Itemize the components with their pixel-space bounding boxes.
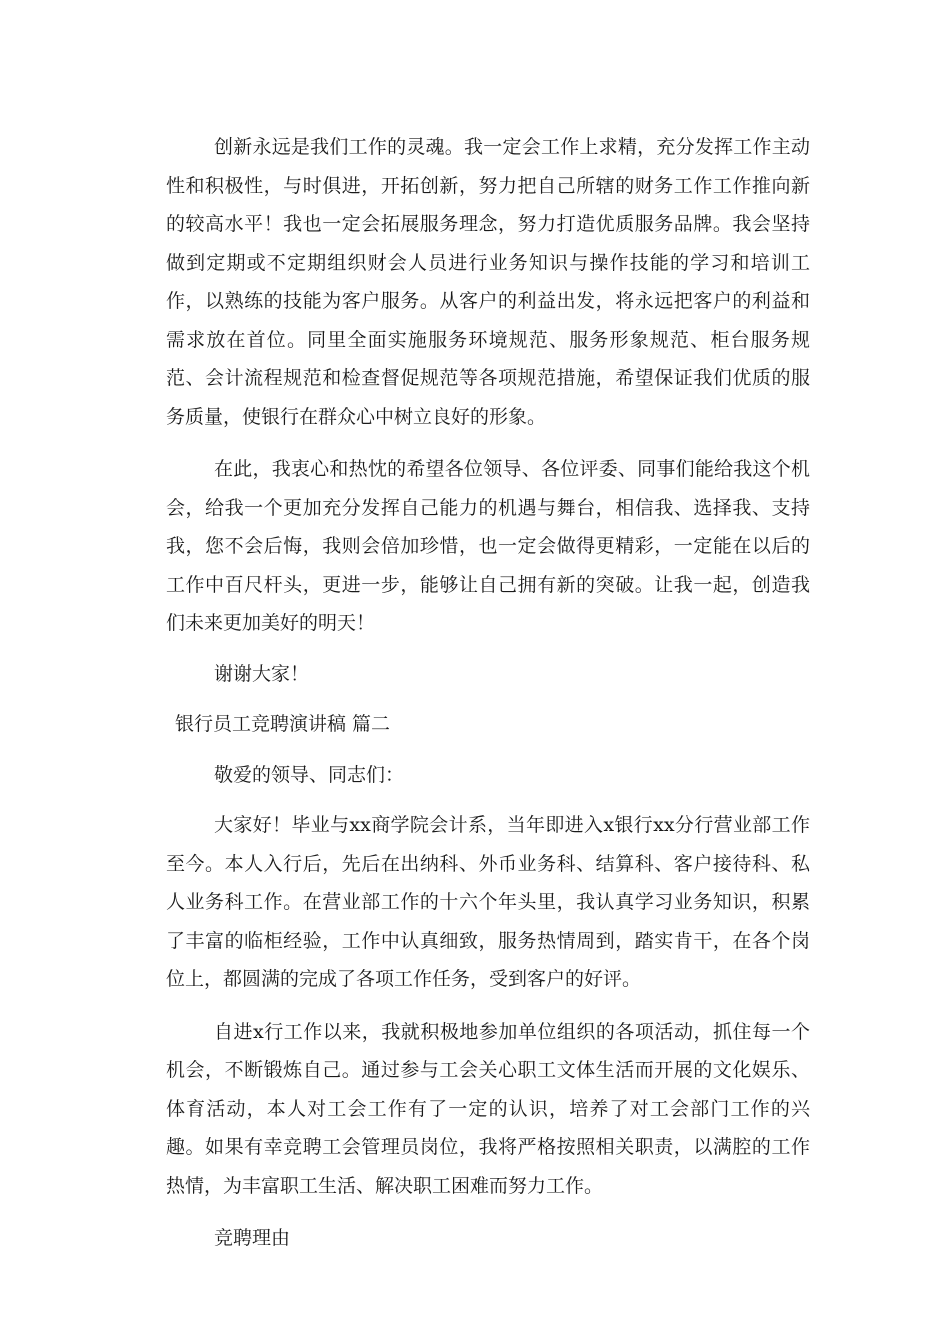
document-body xyxy=(166,128,810,1258)
salutation: 敬爱的领导、同志们： xyxy=(214,763,405,786)
paragraph-activities: 自进x行工作以来，我就积极地参加单位组织的各项活动，抓住每一个机会，不断锻炼自己。通过参与工会关心职工文体生活而开展的文化娱乐、体育活动，本人对工会工作有了一定的认识，培养了对工会部门工作的兴趣。如果有幸竞聘工会管理员岗位，我将严格按照相关职责，以满腔的工作热情，为丰富职工生活、解决职工困难而努力工作。 xyxy=(166,1020,810,1197)
section-heading: 银行员工竞聘演讲稿 篇二 xyxy=(175,713,391,735)
subheading-reasons: 竞聘理由 xyxy=(214,1227,291,1249)
paragraph-closing-hope: 在此，我衷心和热忱的希望各位领导、各位评委、同事们能给我这个机会，给我一个更加充分发挥自己能力的机遇与舞台，相信我、选择我、支持我，您不会后悔，我则会倍加珍惜，也一定会做得更精彩，一定能在以后的工作中百尺杆头，更进一步，能够让自己拥有新的突破。让我一起，创造我们未来更加美好的明天！ xyxy=(166,458,810,634)
paragraph-introduction: 大家好！毕业与xx商学院会计系，当年即进入x银行xx分行营业部工作至今。本人入行后，先后在出纳科、外币业务科、结算科、客户接待科、私人业务科工作。在营业部工作的十六个年头里，我认真学习业务知识，积累了丰富的临柜经验，工作中认真细致，服务热情周到，踏实肯干，在各个岗位上，都圆满的完成了各项工作任务，受到客户的好评。 xyxy=(166,814,810,990)
paragraph-thanks: 谢谢大家！ xyxy=(214,662,310,685)
paragraph-innovation: 创新永远是我们工作的灵魂。我一定会工作上求精，充分发挥工作主动性和积极性，与时俱进，开拓创新，努力把自己所辖的财务工作工作推向新的较高水平！我也一定会拓展服务理念，努力打造优质服务品牌。我会坚持做到定期或不定期组织财会人员进行业务知识与操作技能的学习和培训工作，以熟练的技能为客户服务。从客户的利益出发，将永远把客户的利益和需求放在首位。同里全面实施服务环境规范、服务形象规范、柜台服务规范、会计流程规范和检查督促规范等各项规范措施，希望保证我们优质的服务质量，使银行在群众心中树立良好的形象。 xyxy=(166,136,810,428)
